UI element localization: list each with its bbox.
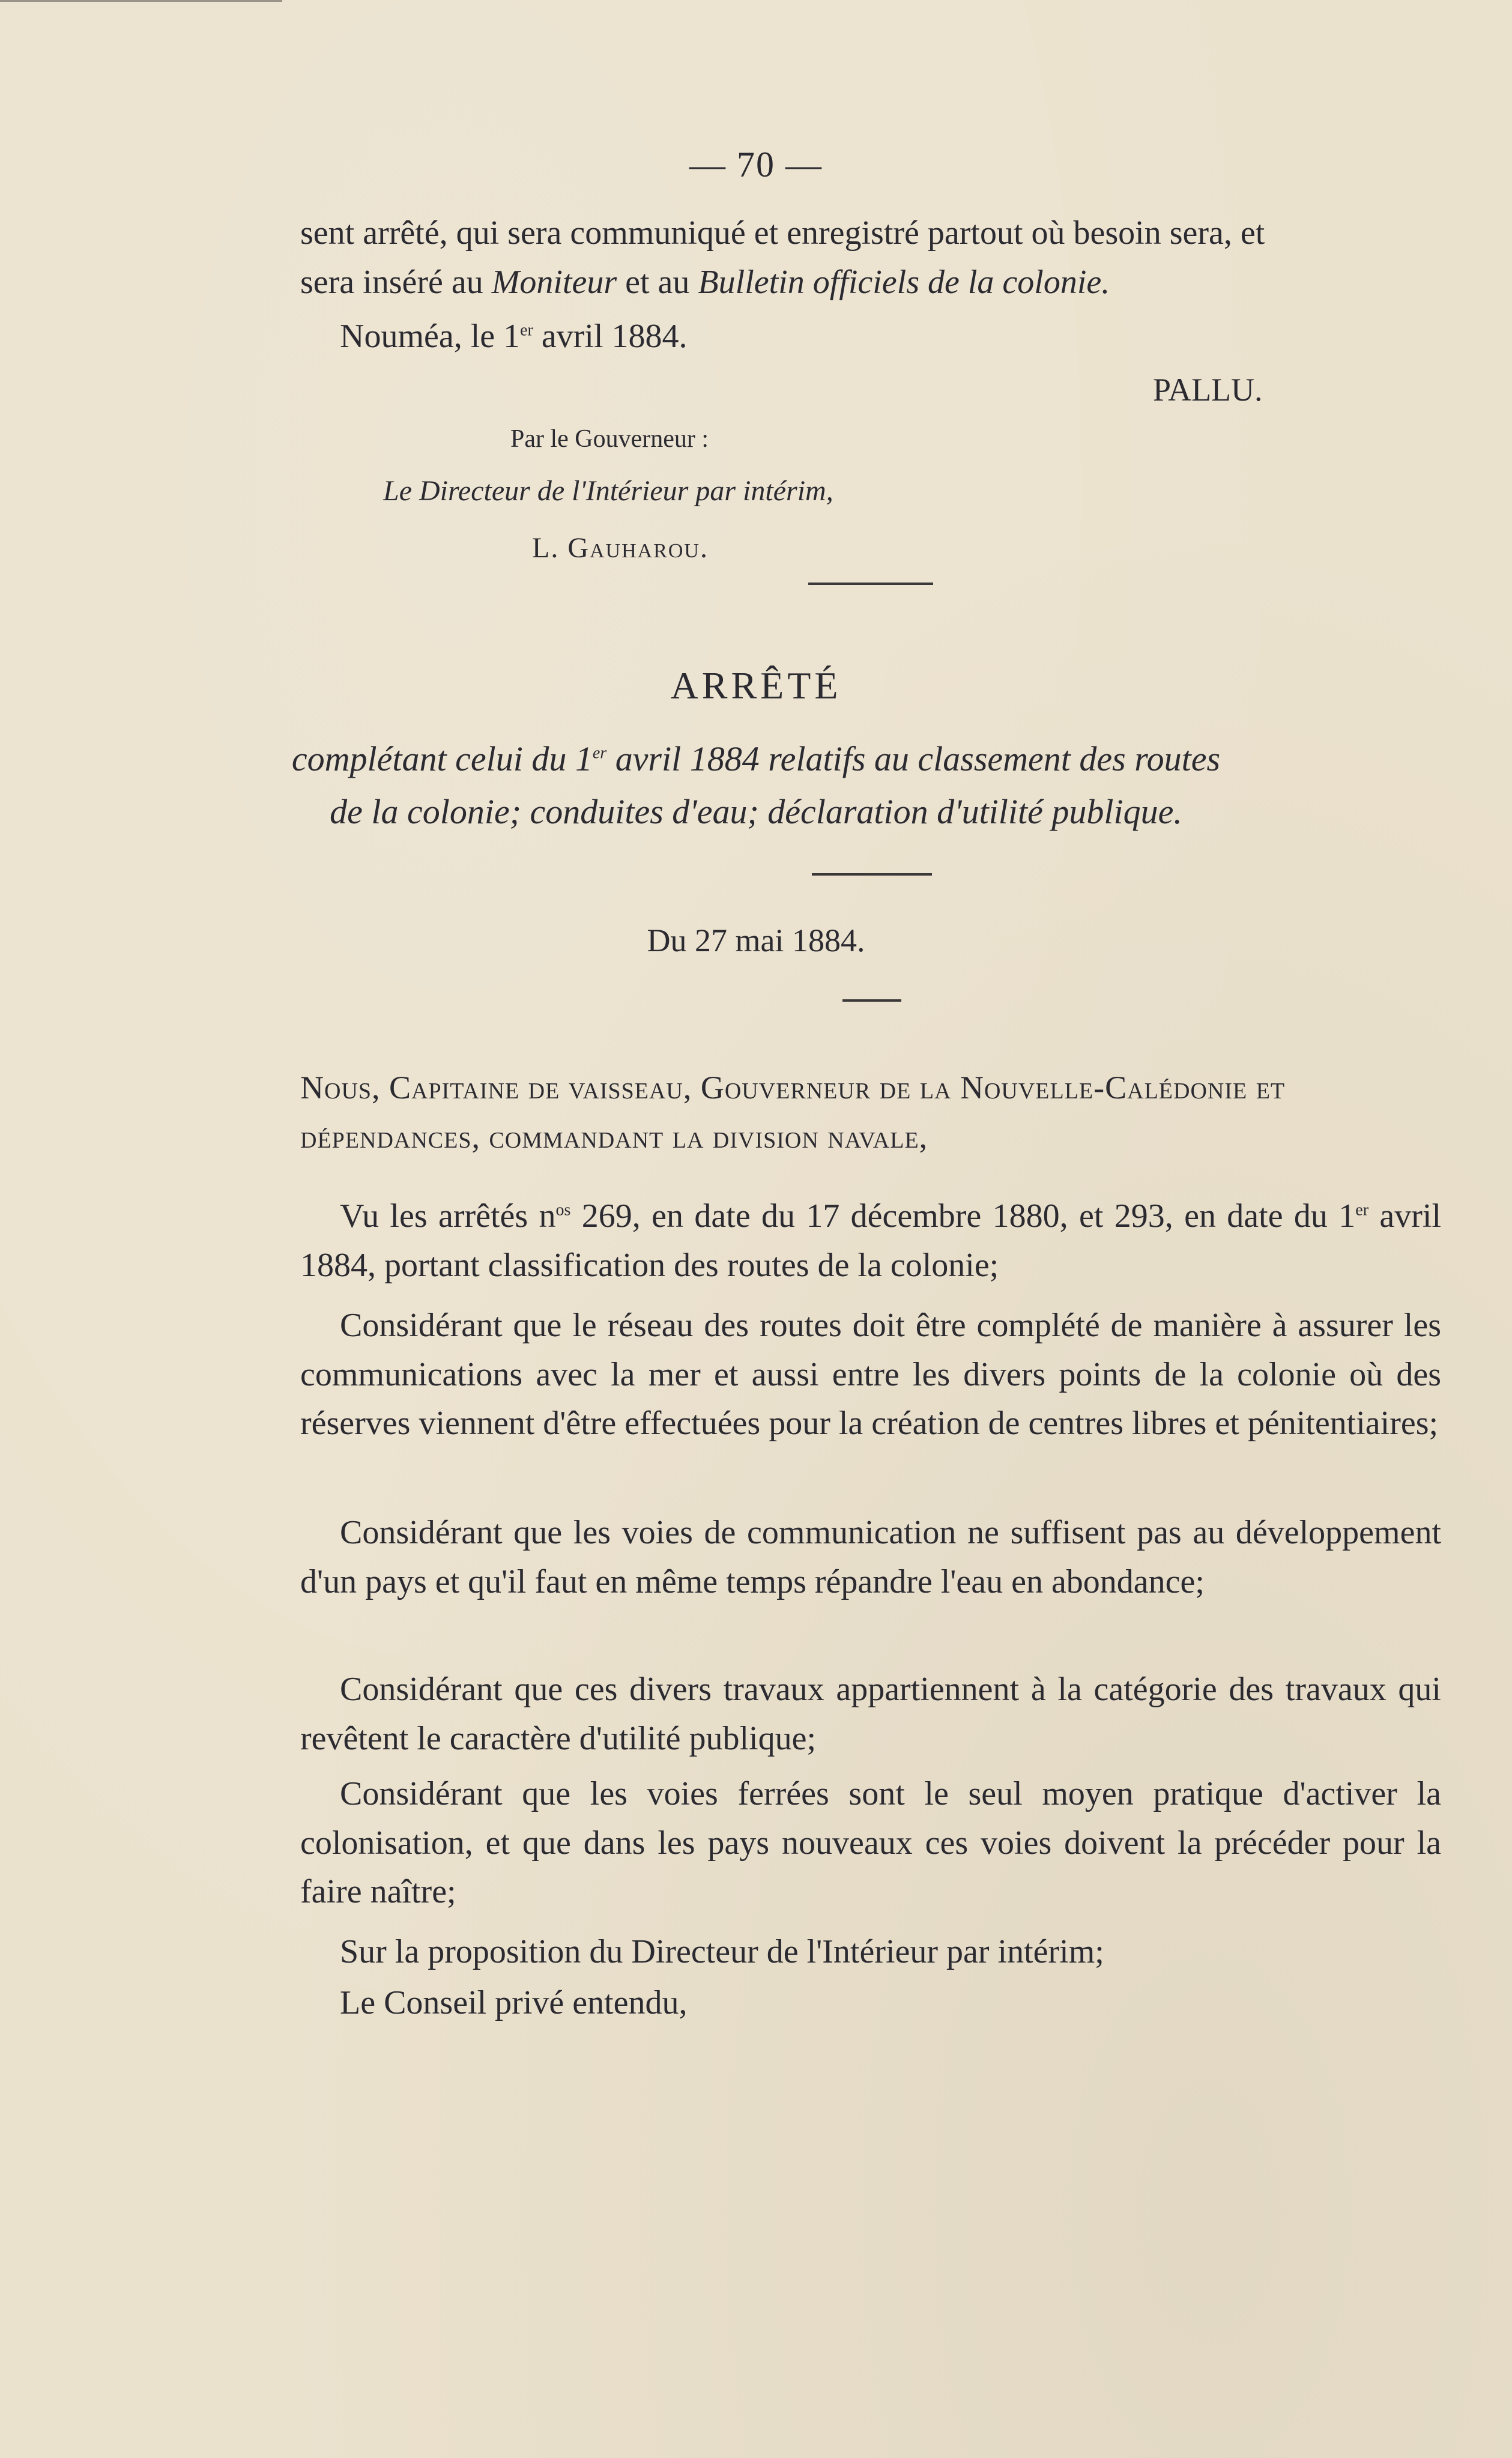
considerant-utilite-publique: Considérant que ces divers travaux appartiennent à la catégorie des travaux qui revêtent le caractère d'utilité publique; [300, 1671, 1441, 1757]
signing-date-superscript: er [520, 321, 533, 340]
arrete-title: ARRÊTÉ [670, 664, 842, 707]
bulletin-title: Bulletin officiels de la colonie. [698, 263, 1110, 301]
preamble-line2: dépendances, commandant la division navale, [300, 1119, 928, 1155]
scan-edge-line [0, 0, 282, 2]
vu-end: avril 1884, portant classification des routes de la colonie; [300, 1197, 1441, 1284]
subtitle-line2: de la colonie; conduites d'eau; déclaration d'utilité publique. [330, 792, 1182, 831]
arrete-date: Du 27 mai 1884. [647, 922, 865, 958]
directeur-interieur: Le Directeur de l'Intérieur par intérim, [383, 475, 833, 507]
subtitle-line1-end: avril 1884 relatifs au classement des routes [606, 739, 1221, 778]
moniteur-title: Moniteur [491, 263, 617, 301]
sur-la-proposition: Sur la proposition du Directeur de l'Intérieur par intérim; [340, 1933, 1104, 1970]
separator-rule-3 [842, 999, 901, 1002]
signature-gauharou: L. Gauharou. [532, 532, 709, 564]
continuation-connector: et au [617, 263, 698, 301]
considerant-voies-ferrees: Considérant que les voies ferrées sont le seul moyen pratique d'activer la colonisation, et que dans les pays nouveaux ces voies doivent la précéder pour la faire naître; [300, 1775, 1441, 1910]
continuation-line1: sent arrêté, qui sera communiqué et enregistré partout où besoin sera, et [300, 214, 1265, 252]
signature-pallu: PALLU. [1153, 372, 1263, 408]
continuation-paragraph [300, 209, 1441, 307]
subtitle-line1-start: complétant celui du 1 [291, 739, 593, 778]
signing-date [340, 317, 688, 356]
continuation-line2-start: sera inséré au [300, 263, 492, 301]
vu-paragraph [300, 1192, 1441, 1290]
vu-superscript-er: er [1355, 1200, 1369, 1220]
par-le-gouverneur: Par le Gouverneur : [510, 425, 709, 453]
conseil-prive-entendu: Le Conseil privé entendu, [340, 1984, 688, 2021]
signing-date-start: Nouméa, le 1 [340, 318, 521, 355]
separator-rule-1 [808, 583, 933, 585]
preamble [300, 1063, 1441, 1161]
arrete-subtitle [0, 733, 1512, 838]
signing-date-end: avril 1884. [533, 318, 688, 355]
separator-rule-2 [812, 873, 932, 876]
vu-start: Vu les arrêtés n [340, 1197, 556, 1235]
vu-middle: 269, en date du 17 décembre 1880, et 293, en date du 1 [570, 1197, 1356, 1235]
preamble-line1: Nous, Capitaine de vaisseau, Gouverneur de la Nouvelle-Calédonie et [300, 1070, 1286, 1106]
subtitle-superscript: er [592, 743, 607, 763]
page-number: — 70 — [689, 145, 823, 184]
considerant-voies-communication: Considérant que les voies de communication ne suffisent pas au développement d'un pays et qu'il faut en même temps répandre l'eau en abondance; [300, 1514, 1441, 1600]
considerant-reseau-routes: Considérant que le réseau des routes doit être complété de manière à assurer les communications avec la mer et aussi entre les divers points de la colonie où des réserves viennent d'être effectuées pour la création de centres libres et pénitentiaires; [300, 1307, 1441, 1442]
vu-superscript-os: os [555, 1200, 571, 1220]
